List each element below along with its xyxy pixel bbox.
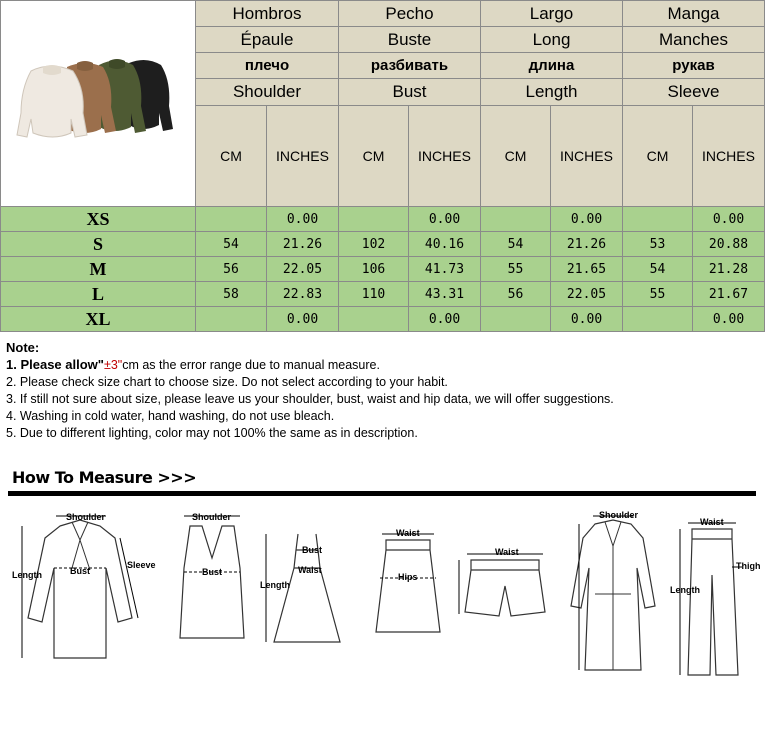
table-cell: 0.00 <box>693 307 765 332</box>
table-cell: 0.00 <box>267 207 339 232</box>
size-chart-table <box>0 0 765 332</box>
bust-label: Bust <box>70 566 90 576</box>
tank-top-figure <box>170 508 255 658</box>
header-shoulder-es: Hombros <box>196 1 339 27</box>
table-cell: 53 <box>623 232 693 257</box>
table-cell: 0.00 <box>551 307 623 332</box>
coat-icon <box>565 510 660 685</box>
header-shoulder-fr: Épaule <box>196 27 339 53</box>
note-1-rest: cm as the error range due to manual measure. <box>122 358 380 372</box>
size-label: XL <box>1 307 196 332</box>
unit-cell: CM <box>481 105 551 206</box>
table-row <box>1 257 765 282</box>
table-cell <box>481 207 551 232</box>
length-label: Length <box>260 580 290 590</box>
arrows-icon: >>> <box>157 468 197 487</box>
unit-cell: INCHES <box>409 105 481 206</box>
unit-cell: INCHES <box>267 105 339 206</box>
header-shoulder-ru: плечо <box>196 53 339 79</box>
dress-figure <box>260 520 355 670</box>
table-cell: 55 <box>623 282 693 307</box>
table-cell <box>481 307 551 332</box>
note-line-5: 5. Due to different lighting, color may not 100% the same as in description. <box>6 426 418 440</box>
notes-title: Note: <box>6 340 40 355</box>
note-line-4: 4. Washing in cold water, hand washing, do not use bleach. <box>6 409 335 423</box>
table-cell: 0.00 <box>409 307 481 332</box>
table-cell: 56 <box>196 257 267 282</box>
table-cell: 21.28 <box>693 257 765 282</box>
tank-top-icon <box>170 508 255 658</box>
unit-cell: CM <box>623 105 693 206</box>
note-1-tolerance: ±3" <box>103 358 123 372</box>
table-cell: 22.05 <box>551 282 623 307</box>
note-1-bold: 1. Please allow" <box>6 357 104 372</box>
table-cell: 106 <box>339 257 409 282</box>
table-cell: 54 <box>623 257 693 282</box>
table-cell: 110 <box>339 282 409 307</box>
header-shoulder-en: Shoulder <box>196 79 339 105</box>
table-cell: 22.05 <box>267 257 339 282</box>
table-cell: 22.83 <box>267 282 339 307</box>
table-cell <box>623 207 693 232</box>
shoulder-label: Shoulder <box>599 510 639 520</box>
header-sleeve-fr: Manches <box>623 27 765 53</box>
header-length-es: Largo <box>481 1 623 27</box>
unit-cell: CM <box>196 105 267 206</box>
unit-cell: INCHES <box>693 105 765 206</box>
header-bust-ru: разбивать <box>339 53 481 79</box>
header-bust-es: Pecho <box>339 1 481 27</box>
waist-label: Waist <box>700 517 724 527</box>
thigh-label: Thigh <box>736 561 761 571</box>
size-label: XS <box>1 207 196 232</box>
bust-label: Bust <box>202 567 222 577</box>
trousers-icon <box>670 515 762 690</box>
table-cell: 56 <box>481 282 551 307</box>
shorts-figure <box>455 542 555 642</box>
header-sleeve-ru: рукав <box>623 53 765 79</box>
header-bust-en: Bust <box>339 79 481 105</box>
waist-label: Waist <box>495 547 519 557</box>
header-sleeve-en: Sleeve <box>623 79 765 105</box>
table-cell: 41.73 <box>409 257 481 282</box>
sleeve-label: Sleeve <box>127 560 156 570</box>
waist-label: Waist <box>396 528 420 538</box>
coat-figure <box>565 510 660 685</box>
length-label: Length <box>670 585 700 595</box>
table-cell: 0.00 <box>409 207 481 232</box>
table-cell: 21.26 <box>551 232 623 257</box>
product-image <box>1 1 196 207</box>
table-cell <box>196 307 267 332</box>
table-cell <box>339 207 409 232</box>
note-line-3: 3. If still not sure about size, please leave us your shoulder, bust, waist and hip data, we will offer suggestions. <box>6 392 614 406</box>
note-line-1 <box>6 356 756 374</box>
header-sleeve-es: Manga <box>623 1 765 27</box>
shoulder-label: Shoulder <box>192 512 232 522</box>
how-to-measure-section <box>0 460 766 736</box>
skirt-figure <box>368 522 448 642</box>
table-row <box>1 232 765 257</box>
unit-cell: INCHES <box>551 105 623 206</box>
table-row <box>1 307 765 332</box>
table-cell: 54 <box>481 232 551 257</box>
table-cell <box>623 307 693 332</box>
size-label: M <box>1 257 196 282</box>
how-to-measure-title <box>12 468 196 487</box>
note-line-2: 2. Please check size chart to choose size. Do not select according to your habit. <box>6 375 448 389</box>
how-to-measure-text: How To Measure <box>12 468 153 487</box>
table-cell <box>339 307 409 332</box>
table-cell: 0.00 <box>693 207 765 232</box>
size-label: S <box>1 232 196 257</box>
table-cell <box>196 207 267 232</box>
unit-cell: CM <box>339 105 409 206</box>
table-cell: 58 <box>196 282 267 307</box>
table-cell: 55 <box>481 257 551 282</box>
table-cell: 43.31 <box>409 282 481 307</box>
table-cell: 102 <box>339 232 409 257</box>
size-label: L <box>1 282 196 307</box>
header-length-fr: Long <box>481 27 623 53</box>
trousers-figure <box>670 515 762 690</box>
table-cell: 21.26 <box>267 232 339 257</box>
table-cell: 54 <box>196 232 267 257</box>
header-length-ru: длина <box>481 53 623 79</box>
blouse-icon <box>10 508 150 678</box>
bust-label: Bust <box>302 545 322 555</box>
table-cell: 21.65 <box>551 257 623 282</box>
shorts-icon <box>455 542 555 642</box>
header-bust-fr: Buste <box>339 27 481 53</box>
header-length-en: Length <box>481 79 623 105</box>
skirt-icon <box>368 522 448 642</box>
blouse-figure <box>10 508 156 678</box>
sweaters-illustration <box>1 1 195 201</box>
shoulder-label: Shoulder <box>66 512 106 522</box>
dress-icon <box>260 520 355 670</box>
table-row <box>1 207 765 232</box>
table-cell: 21.67 <box>693 282 765 307</box>
length-label: Length <box>12 570 42 580</box>
waist-label: Waist <box>298 565 322 575</box>
notes-section <box>6 339 756 442</box>
divider <box>8 491 756 496</box>
table-cell: 0.00 <box>551 207 623 232</box>
table-cell: 20.88 <box>693 232 765 257</box>
table-row <box>1 282 765 307</box>
hips-label: Hips <box>398 572 418 582</box>
table-cell: 40.16 <box>409 232 481 257</box>
table-cell: 0.00 <box>267 307 339 332</box>
